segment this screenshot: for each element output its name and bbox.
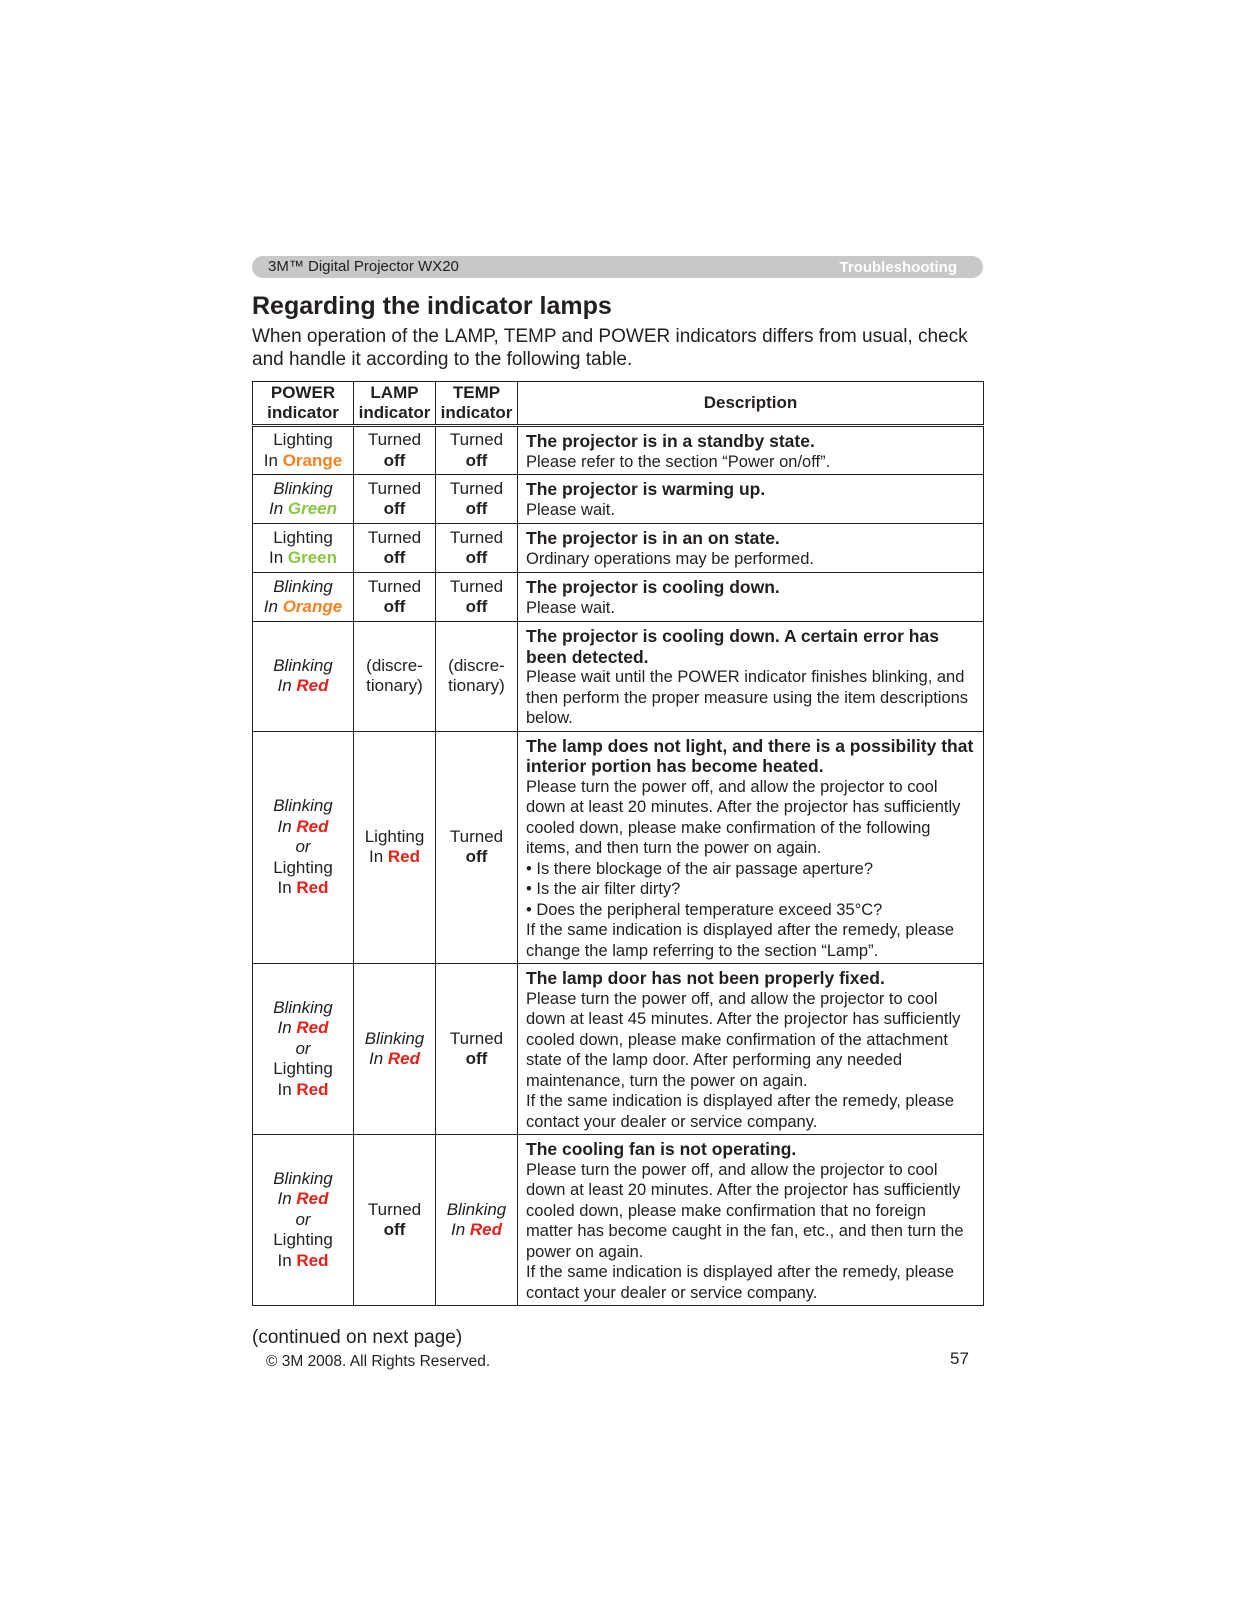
power-state: Blinking [273, 576, 333, 596]
lamp-line1: Turned [367, 527, 422, 547]
header-temp-line1: TEMP [452, 382, 501, 402]
power-color-word: Red [296, 816, 329, 836]
power-state: Blinking [273, 1168, 333, 1188]
temp-line1: (discre- [448, 655, 505, 675]
table-row [253, 622, 984, 732]
power-or: or [295, 1038, 311, 1058]
table-row [253, 731, 984, 964]
power-color-line [253, 597, 353, 618]
description-cell [518, 573, 984, 622]
power-color-word-alt: Red [296, 1079, 329, 1099]
lamp-color-line [354, 1049, 435, 1070]
power-or: or [295, 1209, 311, 1229]
power-cell [253, 475, 354, 524]
header-power-line2: indicator [267, 403, 339, 422]
header-lamp-line2: indicator [358, 403, 431, 422]
description-title: The projector is cooling down. [526, 577, 780, 597]
temp-cell [436, 573, 518, 622]
power-prefix-alt: In [277, 878, 292, 897]
power-prefix: In [263, 597, 278, 616]
power-state: Blinking [273, 655, 333, 675]
power-color-line-alt [253, 1080, 353, 1101]
power-color-word: Orange [282, 450, 343, 470]
temp-line1: Turned [449, 478, 504, 498]
lamp-color-word: Red [387, 1049, 421, 1068]
power-prefix-alt: In [277, 1250, 292, 1270]
lamp-line2: off [383, 548, 406, 567]
header-power [253, 382, 354, 426]
lamp-prefix: In [368, 847, 384, 867]
lamp-cell [354, 1135, 436, 1306]
power-cell [253, 426, 354, 475]
header-lamp [354, 382, 436, 426]
temp-line1: Blinking [446, 1199, 507, 1219]
temp-cell [436, 731, 518, 964]
description-title: The projector is in an on state. [526, 528, 780, 548]
power-color-line [253, 499, 353, 520]
power-color-word: Orange [282, 597, 343, 616]
temp-color-line [436, 1220, 517, 1241]
table-row [253, 475, 984, 524]
description-remedy: If the same indication is displayed after the remedy, please change the lamp referring to the section “Lamp”. [526, 921, 955, 960]
description-title: The lamp door has not been properly fixed. [526, 968, 885, 988]
header-temp-line2: indicator [440, 403, 513, 422]
description-body: Ordinary operations may be performed. [526, 549, 814, 568]
power-prefix: In [268, 499, 284, 518]
power-color-word-alt: Red [296, 1250, 329, 1270]
temp-line2: off [465, 499, 488, 518]
temp-line1: Turned [449, 527, 504, 547]
power-prefix: In [277, 816, 292, 836]
temp-line2: off [465, 450, 488, 470]
description-body: Please refer to the section “Power on/off”. [526, 452, 831, 471]
description-cell [518, 524, 984, 573]
page-number: 57 [950, 1349, 969, 1368]
power-state-alt: Lighting [273, 857, 333, 877]
power-color-line [253, 451, 353, 472]
indicator-table [252, 381, 984, 1306]
description-body: Please wait until the POWER indicator finishes blinking, and then perform the proper measure using the item descriptions below. [526, 668, 969, 727]
description-title: The projector is in a standby state. [526, 431, 815, 451]
lamp-color-line [354, 847, 435, 868]
description-cell [518, 426, 984, 475]
power-color-word: Red [296, 1018, 329, 1038]
power-color-word: Red [296, 676, 329, 696]
power-state: Blinking [273, 796, 333, 815]
description-body: Please wait. [526, 500, 615, 519]
power-color-word-alt: Red [296, 878, 329, 897]
temp-cell [436, 524, 518, 573]
description-title: The lamp does not light, and there is a possibility that interior portion has become heated. [526, 735, 974, 776]
description-cell [518, 731, 984, 964]
lamp-line1: Turned [367, 1199, 422, 1219]
lamp-line1: Blinking [364, 1028, 425, 1048]
temp-line1: Turned [449, 826, 504, 846]
lamp-line2: tionary) [366, 676, 423, 696]
lamp-line2: off [383, 450, 406, 470]
header-power-line1: POWER [270, 382, 336, 402]
lamp-prefix: In [368, 1049, 384, 1068]
lamp-line1: Turned [367, 576, 422, 596]
description-bullet: • Is there blockage of the air passage aperture? [526, 859, 873, 878]
lamp-cell [354, 573, 436, 622]
power-color-line-alt [253, 1251, 353, 1272]
temp-color-word: Red [469, 1220, 503, 1239]
lamp-line1: Turned [367, 430, 422, 449]
temp-line2: off [465, 597, 488, 616]
table-header-row [253, 382, 984, 426]
description-title: The projector is cooling down. A certain error has been detected. [526, 626, 939, 667]
power-prefix-alt: In [277, 1079, 292, 1099]
lamp-cell [354, 475, 436, 524]
description-body: Please wait. [526, 598, 615, 617]
temp-cell [436, 426, 518, 475]
temp-cell [436, 964, 518, 1135]
product-name: 3M™ Digital Projector WX20 [268, 258, 459, 275]
description-body: Please turn the power off, and allow the projector to cool down at least 20 minutes. After the projector has sufficiently cooled down, please make confirmation that no foreign matter has become caught in the fan, etc., and then turn the power on again. [526, 1160, 964, 1261]
lamp-cell [354, 426, 436, 475]
power-cell [253, 731, 354, 964]
description-bullet: • Is the air filter dirty? [526, 880, 681, 898]
lamp-cell [354, 524, 436, 573]
power-state: Lighting [273, 527, 333, 547]
power-cell [253, 524, 354, 573]
temp-line1: Turned [449, 1028, 504, 1048]
lamp-line2: off [383, 499, 406, 518]
lamp-line1: (discre- [366, 655, 423, 675]
lamp-cell [354, 964, 436, 1135]
power-color-line [253, 676, 353, 697]
temp-line2: off [465, 847, 488, 867]
power-prefix: In [263, 450, 278, 470]
power-state-alt: Lighting [273, 1230, 333, 1250]
table-row [253, 524, 984, 573]
header-description: Description [518, 382, 984, 426]
header-lamp-line1: LAMP [370, 382, 419, 402]
power-cell [253, 1135, 354, 1306]
temp-cell [436, 622, 518, 732]
power-cell [253, 964, 354, 1135]
power-prefix: In [268, 548, 284, 567]
lamp-cell [354, 731, 436, 964]
power-cell [253, 573, 354, 622]
temp-prefix: In [450, 1220, 466, 1239]
lamp-line2: off [383, 1220, 406, 1239]
power-prefix: In [277, 1189, 292, 1209]
temp-line2: off [465, 548, 488, 567]
description-body: Please turn the power off, and allow the projector to cool down at least 20 minutes. After the projector has sufficiently cooled down, please make confirmation of the following items, and then turn the power on again. [526, 777, 961, 857]
section-name: Troubleshooting [839, 259, 957, 276]
running-header [252, 256, 983, 278]
intro-paragraph: When operation of the LAMP, TEMP and POWER indicators differs from usual, check and handle it according to the following table. [252, 326, 968, 370]
description-cell [518, 622, 984, 732]
description-title: The cooling fan is not operating. [526, 1139, 797, 1159]
power-state: Blinking [273, 997, 333, 1017]
power-color-word: Green [287, 548, 338, 567]
power-color-line-alt [253, 878, 353, 899]
table-row [253, 426, 984, 475]
temp-line1: Turned [449, 576, 504, 596]
power-or: or [295, 837, 311, 856]
description-body: Please turn the power off, and allow the projector to cool down at least 45 minutes. After the projector has sufficiently cooled down, please make confirmation of the attachment state of the lamp door. After performing any needed maintenance, turn the power on again. [526, 989, 961, 1090]
power-prefix: In [277, 676, 292, 696]
lamp-line2: off [383, 597, 406, 616]
lamp-line1: Lighting [364, 826, 425, 846]
power-state-alt: Lighting [273, 1059, 333, 1079]
temp-line1: Turned [449, 430, 504, 449]
temp-cell [436, 475, 518, 524]
table-row [253, 964, 984, 1135]
lamp-line1: Turned [367, 478, 422, 498]
header-temp [436, 382, 518, 426]
table-row [253, 1135, 984, 1306]
temp-cell [436, 1135, 518, 1306]
power-color-line [253, 1189, 353, 1210]
continued-note: (continued on next page) [252, 1327, 463, 1348]
power-state: Blinking [273, 478, 333, 498]
description-cell [518, 964, 984, 1135]
description-remedy: If the same indication is displayed after the remedy, please contact your dealer or service company. [526, 1092, 955, 1131]
description-remedy: If the same indication is displayed after the remedy, please contact your dealer or service company. [526, 1263, 955, 1302]
power-color-line [253, 817, 353, 838]
table-row [253, 573, 984, 622]
page-title: Regarding the indicator lamps [252, 292, 612, 320]
description-title: The projector is warming up. [526, 479, 766, 499]
power-color-word: Red [296, 1189, 329, 1209]
lamp-cell [354, 622, 436, 732]
copyright: © 3M 2008. All Rights Reserved. [266, 1353, 491, 1370]
lamp-color-word: Red [387, 847, 421, 867]
power-color-line [253, 1018, 353, 1039]
power-color-line [253, 548, 353, 569]
temp-line2: tionary) [448, 676, 505, 696]
description-cell [518, 1135, 984, 1306]
description-bullet: • Does the peripheral temperature exceed 35°C? [526, 900, 883, 919]
power-color-word: Green [287, 499, 338, 518]
temp-line2: off [465, 1049, 488, 1068]
power-prefix: In [277, 1018, 292, 1038]
description-cell [518, 475, 984, 524]
power-cell [253, 622, 354, 732]
power-state: Lighting [273, 430, 333, 449]
